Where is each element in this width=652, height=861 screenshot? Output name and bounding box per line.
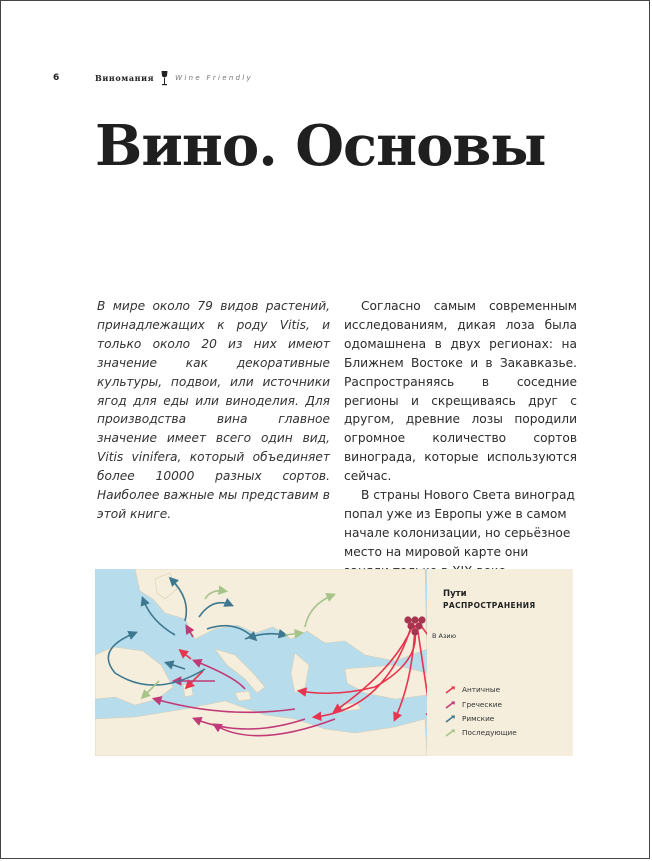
legend-label-later: Последующие: [462, 728, 517, 737]
legend-title-sub: РАСПРОСТРАНЕНИЯ: [443, 601, 536, 610]
body-paragraph-2: В страны Нового Света виноград попал уже из Европы уже в самом начале колонизации, но серьёзное место на мировой карте они: [344, 488, 575, 559]
to-asia-label: В Азию: [432, 632, 457, 640]
green-arrow-icon: [445, 729, 457, 737]
legend-label-antique: Античные: [462, 685, 501, 694]
intro-text: В мире около 79 видов растений, принадлежащих к роду Vitis, и только около 20 из них имеют значение как декоративные культуры, подвои, или источники ягод для еды или виноделия. Для производства вина главное значение имеет всего один вид, Vitis vinifera, который объединяет более 10000 разных сортов. Наиболее важные мы представим в этой книге.: [97, 299, 330, 521]
legend-title: [443, 589, 536, 611]
red-arrow-icon: [445, 686, 457, 694]
legend-item-later: [445, 728, 517, 737]
running-header: [53, 71, 253, 85]
legend-item-greek: [445, 700, 502, 709]
brand-slogan: Wine Friendly: [175, 74, 253, 82]
intro-column: [97, 297, 330, 524]
body-column: [344, 297, 577, 581]
legend-label-greek: Греческие: [462, 700, 503, 709]
map-legend: [427, 569, 573, 756]
blue-arrow-icon: [445, 715, 457, 723]
brand-name: Виномания: [95, 73, 155, 83]
body-paragraph-1: Согласно самым современным исследованиям, дикая лоза была одомашнена в двух регионах: на Ближнем Востоке и в Закавказье. Распространяясь в соседние регионы и скрещиваясь друг с другом, древние лозы породили огромное количество сортов винограда, которые используются сейчас.: [344, 299, 577, 484]
legend-label-roman: Римские: [462, 714, 495, 723]
legend-item-antique: [445, 685, 500, 694]
legend-title-main: Пути: [443, 589, 467, 599]
page-number: 6: [53, 73, 60, 83]
legend-item-roman: [445, 714, 494, 723]
wine-logo-icon: [160, 70, 169, 86]
page-title: Вино. Основы: [95, 113, 546, 179]
spread-routes-map: [95, 569, 573, 756]
purple-arrow-icon: [445, 701, 457, 709]
